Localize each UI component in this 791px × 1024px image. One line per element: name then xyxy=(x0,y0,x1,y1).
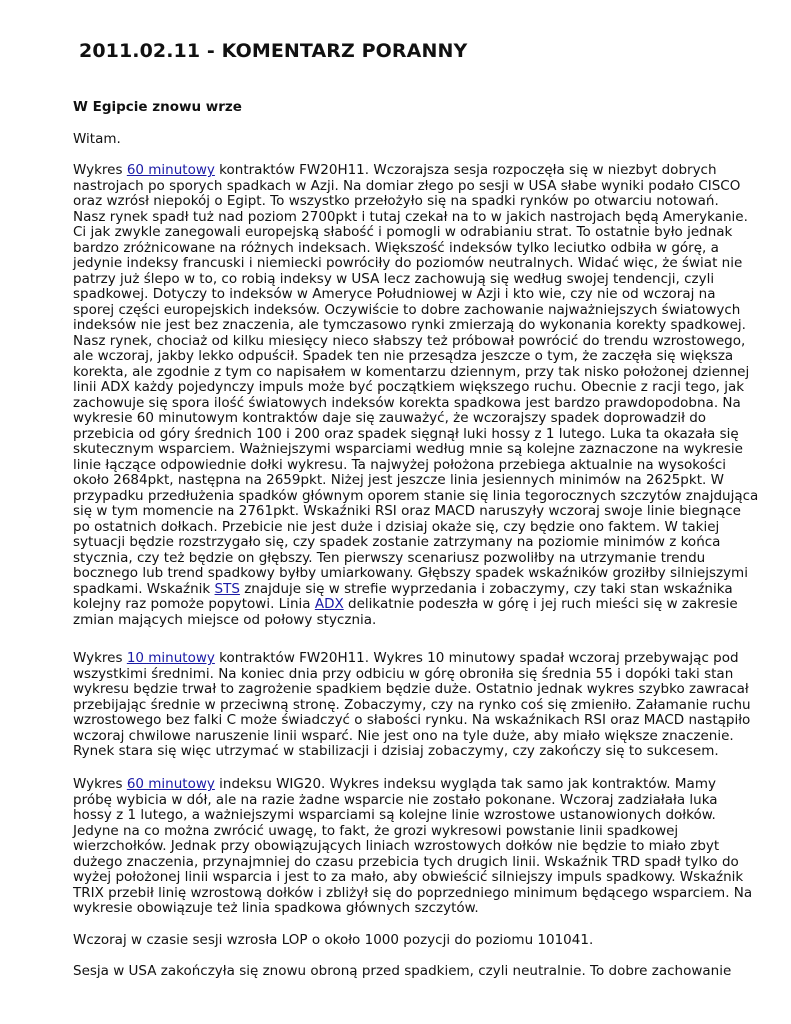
text-run: wierzchołków. Jednak przy obowiązujących liniach wzrostowych dołków nie będzie to miało zbyt xyxy=(73,838,720,854)
text-run: kontraktów FW20H11. Wczorajsza sesja rozpoczęła się w niezbyt dobrych xyxy=(214,162,717,178)
paragraph-line xyxy=(73,884,753,902)
text-run: wykresie obowiązuje też linia spadkowa głównych szczytów. xyxy=(73,900,479,916)
text-run: po ostatnich dołkach. Przebicie nie jest duże i dzisiaj okaże się, czy będzie ono faktem. W takiej xyxy=(73,518,720,535)
paragraph-line xyxy=(73,651,737,667)
paragraph-line xyxy=(73,394,741,412)
text-run: linii ADX każdy pojedynczy impuls może być początkiem większego ruchu. Obecnie z racji tego, jak xyxy=(73,379,745,395)
section-heading: W Egipcie znowu wrze xyxy=(73,99,242,115)
text-run: Rynek stara się więc utrzymać w stabilizacji i dzisiaj zobaczymy, czy zakończy się to sukcesem. xyxy=(73,743,719,759)
paragraph-line xyxy=(73,901,737,917)
paragraph-fw20-10min xyxy=(73,650,751,760)
text-run: Wykres xyxy=(73,776,127,792)
text-run: sporej części europejskich indeksów. Oczywiście to dobre zachowanie najważniejszych światowych xyxy=(73,301,741,318)
chart-link[interactable]: STS xyxy=(214,580,240,597)
paragraph-line xyxy=(73,272,737,288)
text-run: patrzy już ślepo w to, co robią indeksy w USA lecz zachowują się według swojej tendencji, czyli xyxy=(73,270,715,287)
text-run: Jedyne na co można zwrócić uwagę, to fakt, że grozi wykresowi powstanie linii spadkowej xyxy=(73,822,679,839)
paragraph-line xyxy=(73,255,743,272)
paragraph-line xyxy=(73,301,741,319)
text-run: próbę wybicia w dół, ale na razie żadne wsparcie nie zostało pokonane. Wczoraj zadziałała luka xyxy=(73,791,718,808)
text-run: znajduje się w strefie wyprzedania i zobaczymy, czy taki stan wskaźnika xyxy=(239,580,733,597)
text-run: sytuacji będzie rozstrzygało się, czy spadek zostanie zatrzymany na poziomie minimów z końca xyxy=(73,534,721,550)
paragraph-line xyxy=(73,744,737,760)
text-run: oraz wzrósł niepokój o Egipt. To wszystko przełożyło się na spadki rynków po otwarciu notowań. xyxy=(73,193,719,209)
paragraph-line xyxy=(73,177,741,195)
paragraph-line xyxy=(73,712,751,729)
text-run: przebijając średnie w przeciwną stronę. Zobaczymy, czy na rynko coś się zmieniło. Załamanie ruchu xyxy=(73,696,751,713)
paragraph-usa-session xyxy=(73,964,737,980)
paragraph-line xyxy=(73,317,746,334)
text-run: spadkami. Wskaźnik xyxy=(73,580,215,597)
paragraph-line xyxy=(73,729,737,745)
text-run: bocznego lub trend spadkowy byłby umiarkowany. Głębszy spadek wskaźników groziłby silniejszymi xyxy=(73,565,748,581)
text-run: przypadku przedłużenia spadków głównym oporem stanie się linia tegorocznych szczytów znajdująca xyxy=(73,487,759,504)
paragraph-line xyxy=(73,869,744,886)
paragraph-line xyxy=(73,681,749,698)
paragraph-line xyxy=(73,458,737,474)
paragraph-line xyxy=(73,696,751,714)
paragraph-line xyxy=(73,565,748,582)
chart-link[interactable]: ADX xyxy=(314,596,344,612)
paragraph-line xyxy=(73,667,737,683)
paragraph-line xyxy=(73,777,737,793)
paragraph-line xyxy=(73,839,737,855)
text-run: stycznia, czy też będzie on głębszy. Ten pierwszy scenariusz pozwoliłby na utrzymanie trendu xyxy=(73,549,706,566)
paragraph-line xyxy=(73,613,737,629)
paragraph-line xyxy=(73,964,737,980)
text-run: delikatnie podeszła w górę i jej ruch mieści się w zakresie xyxy=(343,596,738,612)
text-run: dużego znaczenia, przynajmniej do czasu przebicia tych drugich linii. Wskaźnik TRD spadł tylko do xyxy=(73,853,739,870)
text-run: kontraktów FW20H11. Wykres 10 minutowy spadał wczoraj przebywając pod xyxy=(214,650,739,666)
text-run: spadkowej. Dotyczy to indeksów w Ameryce Południowej w Azji i kto wie, czy nie od wczoraj na xyxy=(73,286,716,302)
text-run: jedynie indeksy francuski i niemiecki powróciły do poziomów neutralnych. Widać więc, że świat nie xyxy=(73,255,743,271)
paragraph-line xyxy=(73,855,737,871)
text-run: Nasz rynek, chociaż od kilku miesięcy nieco słabszy też próbował powrócić do trendu wzrostowego, xyxy=(73,332,746,349)
text-run: linie łączące odpowiednie dołki wykresu. Ta najwyżej położona przebiega aktualnie na wysokości xyxy=(73,456,727,473)
text-run: skutecznym wsparciem. Ważniejszymi wsparciami według mnie są kolejne zaznaczone na wykresie xyxy=(73,441,743,457)
paragraph-line xyxy=(73,163,737,179)
text-run: wszystkimi średnimi. Na koniec dnia przy odbiciu w górę obroniła się średnia 55 i dopóki taki stan xyxy=(73,665,734,682)
text-run: indeksów nie jest bez znaczenia, ale tymczasowo rynki zmierzają do wykonania korekty spadkowej. xyxy=(73,317,746,333)
text-run: wzrostowego bez falki C może świadczyć o słabości rynku. Na wskaźnikach RSI oraz MACD nastąpiło xyxy=(73,712,751,728)
text-run: hossy z 1 lutego, a ważniejszymi wsparciami są kolejne linie wzrostowe ustanowionych dołków. xyxy=(73,807,716,823)
paragraph-line xyxy=(73,241,737,257)
text-run: nastrojach po sporych spadkach w Azji. Na domiar złego po sesji w USA słabe wyniki podało CISCO xyxy=(73,177,741,194)
text-run: indeksu WIG20. Wykres indeksu wygląda tak samo jak kontraktów. Mamy xyxy=(214,776,716,792)
chart-link[interactable]: 60 minutowy xyxy=(126,776,215,792)
text-run: się w tym momencie na 2761pkt. Wskaźniki RSI oraz MACD naruszyły wczoraj swoje linie biegnące xyxy=(73,503,741,519)
text-run: TRIX przebił linię wzrostową dołków i zbliżył się do poprzedniego minimum będącego wsparciem. Na xyxy=(73,884,753,901)
chart-link[interactable]: 10 minutowy xyxy=(126,650,215,666)
text-run: przebicia od góry średnich 100 i 200 oraz spadek sięgnął luki hossy z 1 lutego. Luka ta okazała się xyxy=(73,425,739,442)
paragraph-line xyxy=(73,225,737,241)
text-run: Sesja w USA zakończyła się znowu obroną przed spadkiem, czyli neutralnie. To dobre zachowanie xyxy=(73,963,732,979)
paragraph-line xyxy=(73,194,737,210)
paragraph-line xyxy=(73,379,745,396)
text-run: wykresu będzie trwał to zagrożenie spadkiem będzie duże. Ostatnio jednak wykres szybko zawracał xyxy=(73,681,749,697)
paragraph-line xyxy=(73,503,741,520)
paragraph-line xyxy=(73,208,748,226)
paragraph-line xyxy=(73,808,737,824)
paragraph-line xyxy=(73,363,750,381)
paragraph-line xyxy=(73,535,737,551)
paragraph-line xyxy=(73,411,737,427)
chart-link[interactable]: 60 minutowy xyxy=(126,162,215,178)
paragraph-line xyxy=(73,933,737,949)
paragraph-line xyxy=(73,824,737,840)
text-run: kolejny raz pomoże popytowi. Linia xyxy=(73,596,315,612)
paragraph-line xyxy=(73,551,737,567)
text-run: Wykres xyxy=(73,162,127,178)
paragraph-line xyxy=(73,487,759,505)
paragraph-line xyxy=(73,287,737,303)
text-run: ale wczoraj, jakby lekko odpuścił. Spadek ten nie przesądza jeszcze o tym, że zaczęła się większa xyxy=(73,348,734,364)
paragraph-line xyxy=(73,349,737,365)
text-run: Wykres xyxy=(73,650,127,666)
paragraph-line xyxy=(73,582,737,598)
paragraph-line xyxy=(73,520,737,536)
greeting-text: Witam. xyxy=(73,131,121,147)
text-run: wykresie 60 minutowym kontraktów daje się zauważyć, że wczorajszy spadek doprowadził do xyxy=(73,410,707,426)
text-run: około 2684pkt, następna na 2659pkt. Niżej jest jeszcze linia jesiennych minimów na 2625pkt. W xyxy=(73,472,724,488)
text-run: Wczoraj w czasie sesji wzrosła LOP o około 1000 pozycji do poziomu 101041. xyxy=(73,932,594,948)
text-run: zachowuje się spora ilość światowych indeksów korekta spadkowa jest bardzo prawdopodobna. Na xyxy=(73,394,741,411)
paragraph-lop xyxy=(73,933,737,949)
paragraph-fw20-60min xyxy=(73,162,759,628)
text-run: Ci jak zwykle zanegowali europejską słabość i pomogli w odrabianiu strat. To ostatnie było jednak xyxy=(73,224,733,240)
paragraph-line xyxy=(73,332,746,350)
text-run: bardzo zróżnicowane na różnych indeksach. Większość indeksów tylko leciutko odbiła w górę, a xyxy=(73,239,719,256)
paragraph-line xyxy=(73,473,737,489)
text-run: Nasz rynek spadł tuż nad poziom 2700pkt i tutaj czekał na to w jakich nastrojach będą Amerykanie. xyxy=(73,208,748,225)
text-run: korekta, ale zgodnie z tym co napisałem w komentarzu dziennym, przy tak nisko położonej dziennej xyxy=(73,363,750,380)
paragraph-wig20-60min xyxy=(73,776,753,917)
paragraph-line xyxy=(73,441,743,458)
text-run: zmian mających miejsce od połowy stycznia. xyxy=(73,611,377,628)
paragraph-line xyxy=(73,597,737,613)
paragraph-line xyxy=(73,427,737,443)
document-title: 2011.02.11 - KOMENTARZ PORANNY xyxy=(79,40,468,62)
text-run: wczoraj chwilowe naruszenie linii wsparć. Nie jest ono na tyle duże, aby miało większe znaczenie. xyxy=(73,727,734,744)
paragraph-line xyxy=(73,793,737,809)
text-run: wyżej położonej linii wsparcia i jest to za mało, aby obwieścić silniejszy impuls spadkowy. Wskaźnik xyxy=(73,869,744,885)
